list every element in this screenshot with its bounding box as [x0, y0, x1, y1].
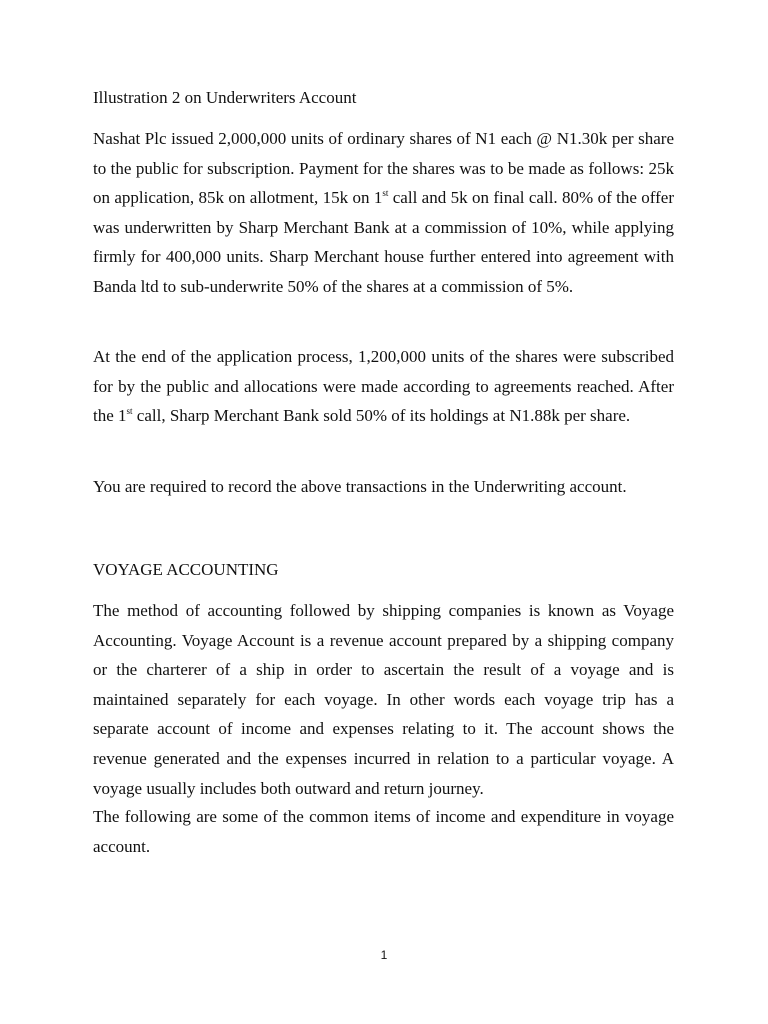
illustration-paragraph-3: You are required to record the above transactions in the Underwriting account.	[93, 477, 627, 496]
illustration-p2-superscript: st	[126, 406, 133, 417]
voyage-paragraph-2: The following are some of the common items of income and expenditure in voyage account.	[93, 807, 674, 856]
voyage-paragraph-1: The method of accounting followed by shipping companies is known as Voyage Accounting. Voyage Account is a revenue account prepared by a shipping company or the charterer of a ship in order to ascertain the result of a voyage and is maintained separately for each voyage. In other words each voyage trip has a separate account of income and expenses relating to it. The account shows the revenue generated and the expenses incurred in relation to a particular voyage. A voyage usually includes both outward and return journey.	[93, 601, 674, 798]
illustration-paragraph-2	[93, 342, 674, 431]
illustration-p1-text-a: Nashat Plc issued 2,000,000 units of ordinary shares of N1 each @ N1.30k per share to the public for subscription. Payment for the shares was to be made as follows: 25k on application, 85k on allotment, 15k on 1	[93, 129, 674, 208]
illustration-title: Illustration 2 on Underwriters Account	[93, 88, 357, 107]
illustration-p2-text-a: At the end of the application process, 1,200,000 units of the shares were subscribed for by the public and allocations were made according to agreements reached. After the 1	[93, 347, 674, 426]
illustration-p1-text-b: call and 5k on final call. 80% of the offer was underwritten by Sharp Merchant Bank at a commission of 10%, while applying firmly for 400,000 units. Sharp Merchant house further entered into agreement with Banda ltd to sub-underwrite 50% of the shares at a commission of 5%.	[93, 188, 674, 296]
voyage-accounting-title: VOYAGE ACCOUNTING	[93, 560, 279, 579]
illustration-p1-superscript: st	[382, 188, 389, 199]
illustration-p2-text-b: call, Sharp Merchant Bank sold 50% of its holdings at N1.88k per share.	[132, 406, 631, 426]
page-number: 1	[380, 948, 388, 962]
illustration-paragraph-1	[93, 124, 674, 302]
